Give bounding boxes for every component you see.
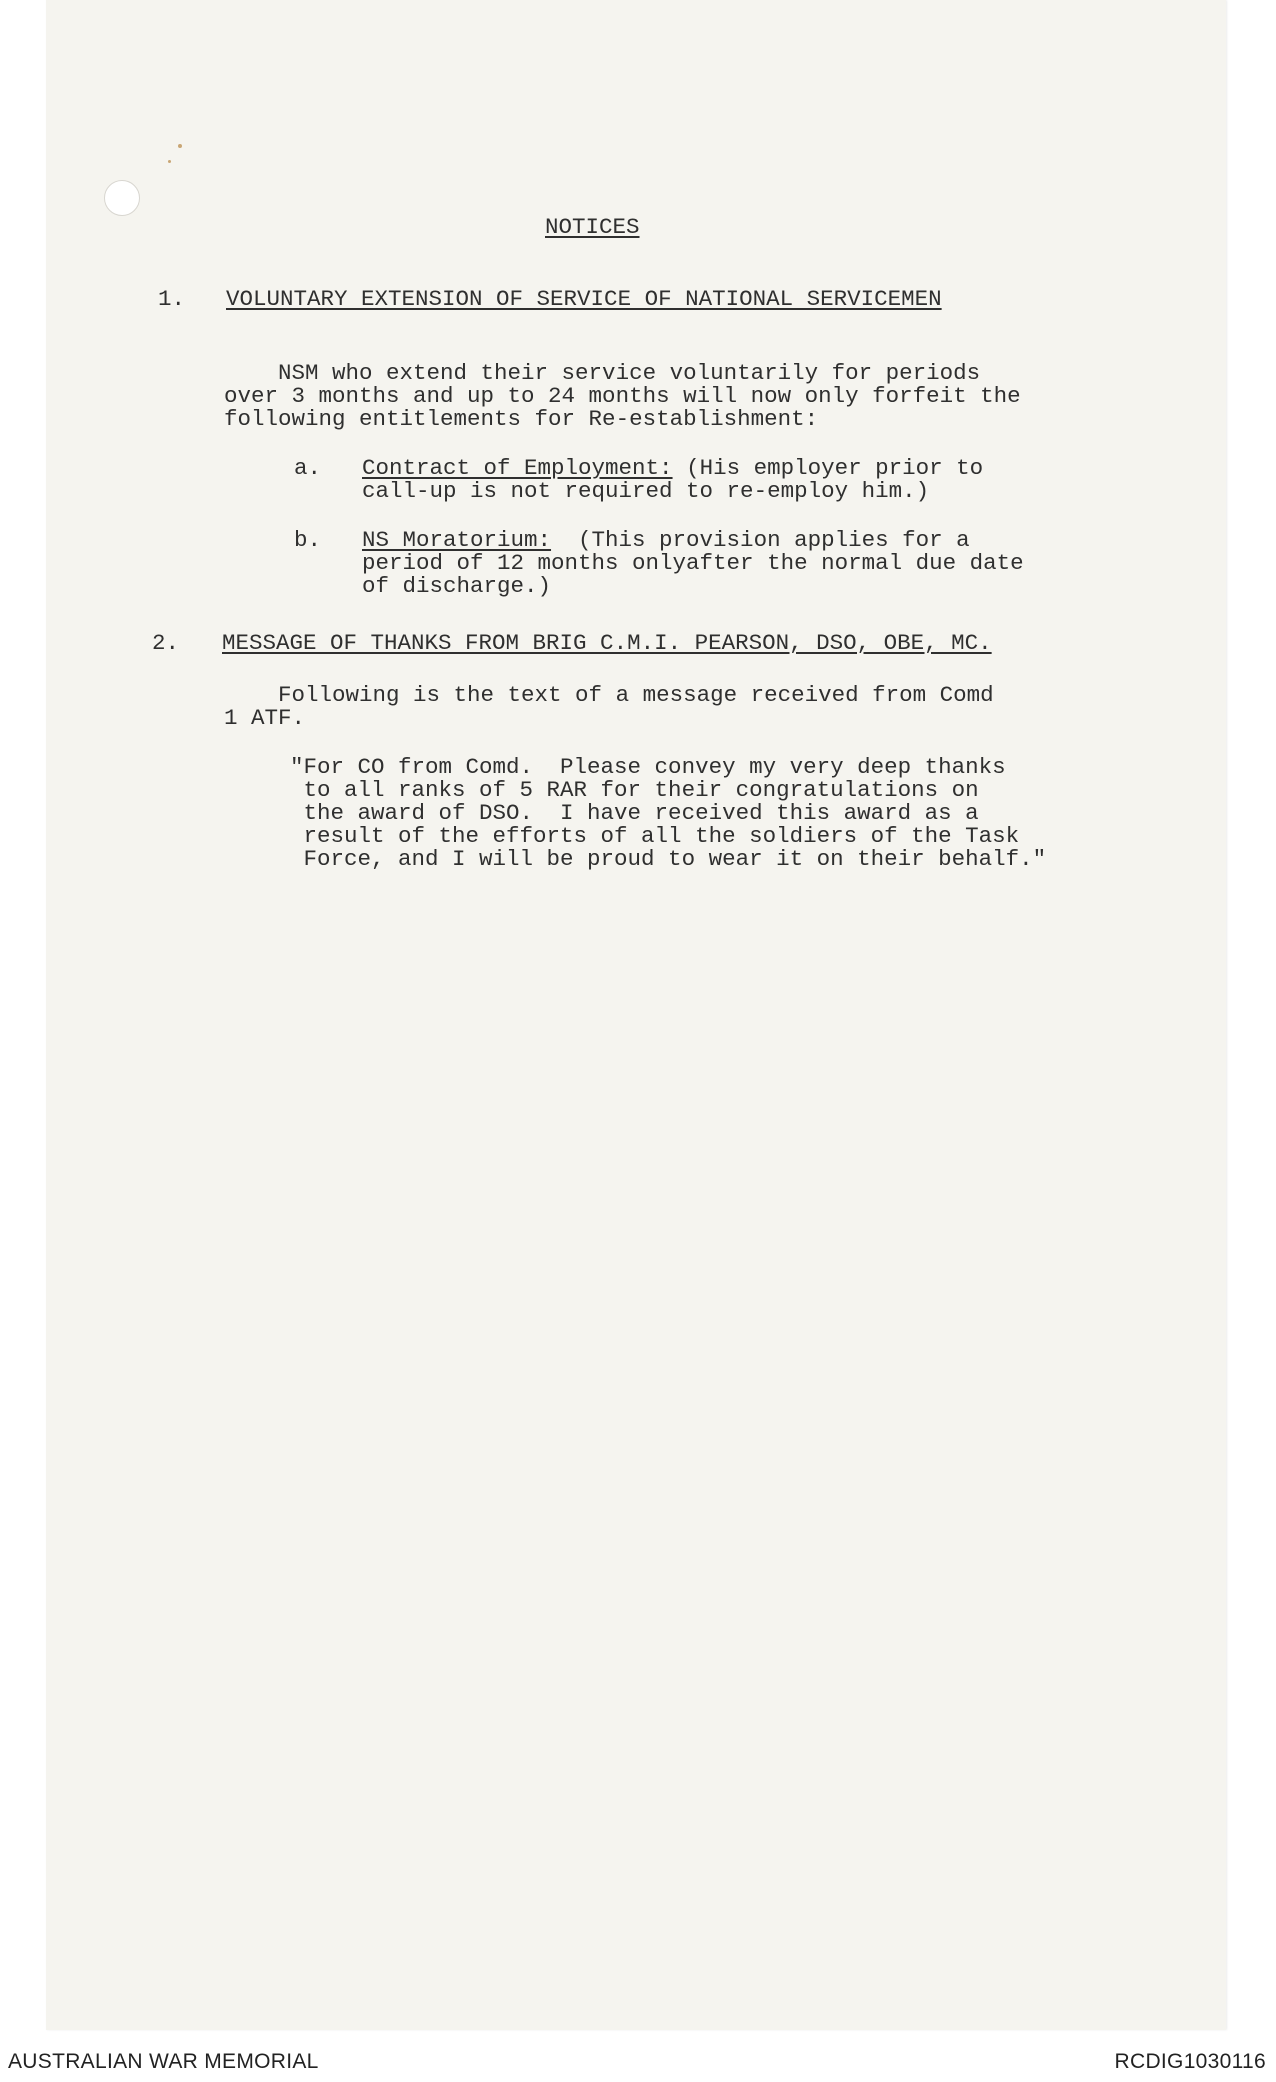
paragraph-line: over 3 months and up to 24 months will now only forfeit the <box>224 383 1021 409</box>
item-label: Contract of Employment: <box>362 455 673 481</box>
footer-archive-name: AUSTRALIAN WAR MEMORIAL <box>8 2050 319 2073</box>
item-text: call-up is not required to re-employ him.) <box>362 478 930 504</box>
item-letter: a. <box>294 455 322 481</box>
quote-line: to all ranks of 5 RAR for their congratulations on <box>290 777 979 803</box>
paper-mark <box>178 144 182 148</box>
punch-hole <box>104 180 140 216</box>
item-text: of discharge.) <box>362 573 552 599</box>
footer-record-id: RCDIG1030116 <box>1114 2050 1266 2073</box>
section-2-number: 2. <box>152 630 180 656</box>
paper-mark <box>168 160 171 163</box>
section-1-number: 1. <box>158 286 186 312</box>
section-1-heading: VOLUNTARY EXTENSION OF SERVICE OF NATIONAL SERVICEMEN <box>226 286 942 312</box>
paragraph-line: Following is the text of a message received from Comd <box>224 682 994 708</box>
paragraph-line: following entitlements for Re-establishment: <box>224 406 819 432</box>
item-text: period of 12 months onlyafter the normal due date <box>362 550 1024 576</box>
item-letter: b. <box>294 527 322 553</box>
paragraph-line: NSM who extend their service voluntarily for periods <box>224 360 981 386</box>
paragraph-line: 1 ATF. <box>224 705 306 731</box>
quote-line: the award of DSO. I have received this award as a <box>290 800 979 826</box>
quote-line: result of the efforts of all the soldiers of the Task <box>290 823 1020 849</box>
section-2-heading: MESSAGE OF THANKS FROM BRIG C.M.I. PEARSON, DSO, OBE, MC. <box>222 630 992 656</box>
quote-line: Force, and I will be proud to wear it on their behalf." <box>290 846 1047 872</box>
quote-line: "For CO from Comd. Please convey my very deep thanks <box>290 754 1006 780</box>
page-title: NOTICES <box>545 214 640 240</box>
item-label: NS Moratorium: <box>362 527 552 553</box>
item-text: (His employer prior to <box>672 455 984 481</box>
item-text: (This provision applies for a <box>551 527 970 553</box>
